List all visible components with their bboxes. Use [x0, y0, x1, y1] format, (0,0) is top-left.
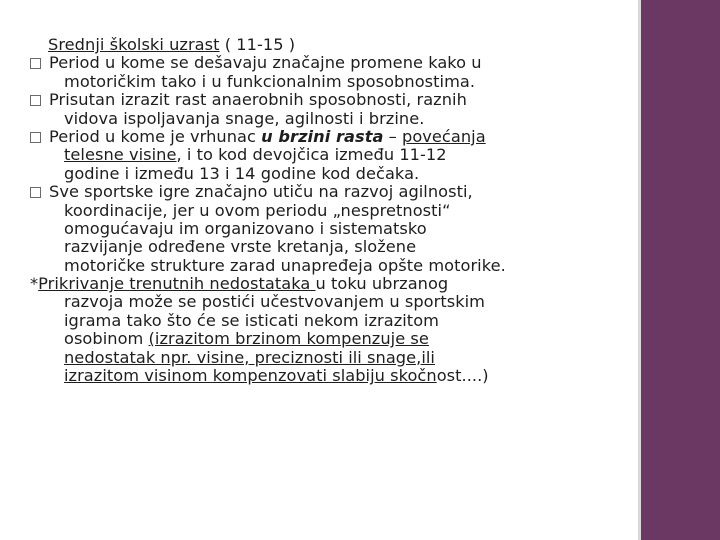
slide-title	[30, 36, 635, 54]
note-line-4-underlined: (izrazitom brzinom kompenzuje se	[148, 329, 429, 349]
list-item-2-line-1: Prisutan izrazit rast anaerobnih sposobnosti, raznih	[49, 90, 467, 110]
list-item-4	[30, 183, 635, 201]
list-item-3	[30, 128, 635, 146]
list-item-4-line-1: Sve sportske igre značajno utiču na razvoj agilnosti,	[49, 182, 473, 202]
list-item-3-underlined: povećanja	[402, 126, 486, 146]
note-line-5-underlined: nedostatak npr. visine, preciznosti ili snage,ili	[64, 347, 435, 367]
note-line-6-rest: ost....)	[436, 366, 489, 386]
note-line-1-rest: u toku ubrzanog	[315, 274, 449, 294]
checkbox-bullet-icon	[30, 58, 41, 69]
list-item-3-bold: u brzini rasta	[261, 126, 384, 146]
note-line-6-underlined: izrazitom visinom kompenzovati slabiju skočn	[64, 366, 437, 386]
list-item-3-line-2	[30, 146, 635, 164]
slide-content	[30, 36, 635, 385]
list-item-1-line-2: motoričkim tako i u funkcionalnim sposobnostima.	[64, 71, 476, 91]
list-item-4-line-2: koordinacije, jer u ovom periodu „nespretnosti“	[64, 200, 451, 220]
list-item-3-underlined-2: telesne visine	[64, 145, 177, 165]
checkbox-bullet-icon	[30, 95, 41, 106]
list-item-1	[30, 54, 635, 72]
note-star: *	[30, 274, 39, 294]
list-item-1-line-1: Period u kome se dešavaju značajne promene kako u	[49, 53, 482, 73]
note-line-4-plain: osobinom	[64, 329, 149, 349]
list-item-3-dash: –	[383, 126, 403, 146]
list-item-4-line-3: omogućavaju im organizovano i sistematsko	[64, 218, 427, 238]
title-age-range: ( 11-15 )	[219, 35, 296, 54]
note-line-3: igrama tako što će se isticati nekom izrazitom	[64, 310, 439, 330]
note-line-5	[30, 349, 635, 367]
list-item-2-line-2: vidova ispoljavanja snage, agilnosti i brzine.	[64, 108, 425, 128]
note-line-2: razvoja može se postići učestvovanjem u sportskim	[64, 292, 485, 312]
list-item-3-line-3: godine i između 13 i 14 godine kod dečaka.	[64, 163, 420, 183]
decorative-sidebar	[641, 0, 720, 540]
note-paragraph	[30, 275, 635, 293]
list-item-3-line-2-rest: , i to kod devojčica između 11-12	[176, 145, 447, 165]
list-item-4-line-5: motoričke strukture zarad unapređeja opšte motorike.	[64, 255, 506, 275]
note-line-4	[30, 330, 635, 348]
checkbox-bullet-icon	[30, 132, 41, 143]
note-underlined-start: Prikrivanje trenutnih nedostataka	[38, 274, 316, 294]
list-item-2	[30, 91, 635, 109]
note-line-6	[30, 367, 635, 385]
title-underlined: Srednji školski uzrast	[48, 35, 220, 54]
list-item-3-text: Period u kome je vrhunac	[49, 126, 262, 146]
checkbox-bullet-icon	[30, 187, 41, 198]
list-item-4-line-4: razvijanje određene vrste kretanja, složene	[64, 237, 417, 257]
